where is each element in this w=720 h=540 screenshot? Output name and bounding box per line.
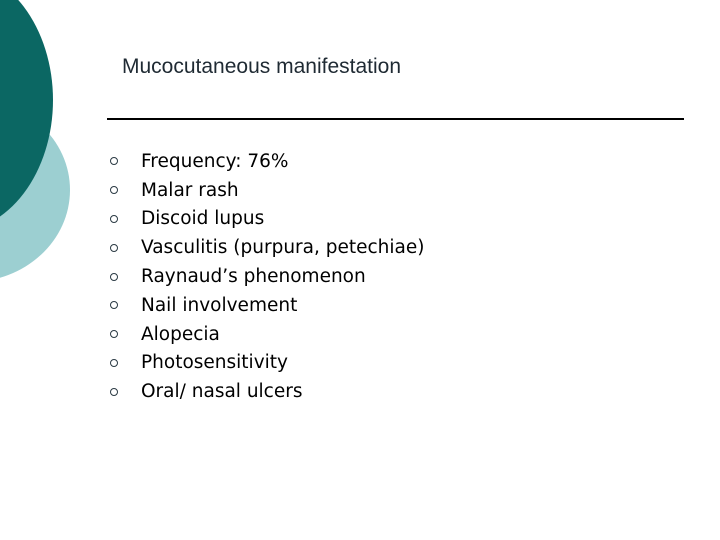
list-item <box>109 147 424 176</box>
bullet-text: Nail involvement <box>141 294 298 316</box>
list-item <box>109 233 424 262</box>
title-divider <box>107 118 684 120</box>
bullet-text: Oral/ nasal ulcers <box>141 381 303 403</box>
list-item <box>109 349 424 378</box>
bullet-list <box>109 147 424 406</box>
decorative-circles <box>0 0 110 300</box>
list-item <box>109 176 424 205</box>
bullet-text: Alopecia <box>141 323 220 345</box>
bullet-text: Frequency: 76% <box>141 150 289 172</box>
hollow-circle-icon <box>110 273 118 281</box>
list-item <box>109 205 424 234</box>
slide-title: Mucocutaneous manifestation <box>122 55 401 78</box>
list-item <box>109 262 424 291</box>
list-item <box>109 291 424 320</box>
bullet-text: Discoid lupus <box>141 208 265 230</box>
bullet-text: Vasculitis (purpura, petechiae) <box>141 237 425 259</box>
hollow-circle-icon <box>110 244 118 252</box>
list-item <box>109 320 424 349</box>
list-item <box>109 377 424 406</box>
hollow-circle-icon <box>110 330 118 338</box>
hollow-circle-icon <box>110 301 118 309</box>
hollow-circle-icon <box>110 215 118 223</box>
hollow-circle-icon <box>110 388 118 396</box>
hollow-circle-icon <box>110 359 118 367</box>
hollow-circle-icon <box>110 157 118 165</box>
bullet-text: Photosensitivity <box>141 352 288 374</box>
bullet-text: Malar rash <box>141 179 239 201</box>
hollow-circle-icon <box>110 186 118 194</box>
bullet-text: Raynaud’s phenomenon <box>141 266 366 288</box>
